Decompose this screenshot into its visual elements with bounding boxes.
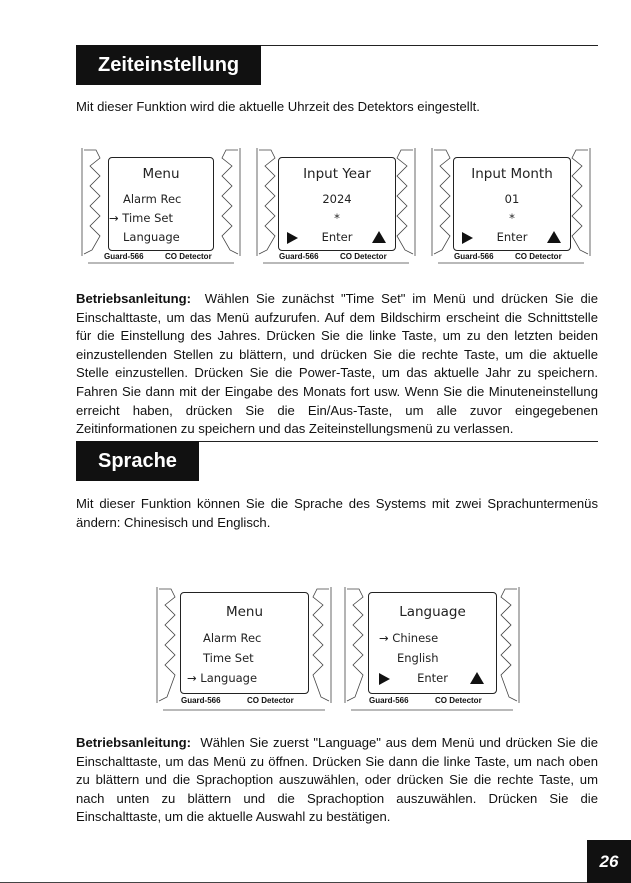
type-label: CO Detector (515, 252, 562, 261)
menu-item: Language (123, 230, 180, 244)
type-label: CO Detector (435, 696, 482, 705)
intro-text: Mit dieser Funktion können Sie die Sprache des Systems mit zwei Sprachuntermenüs ändern: Chinesisch und Englisch. (76, 496, 598, 530)
section-title: Sprache (76, 441, 199, 481)
cursor-mark: * (509, 211, 515, 225)
device-illustration (343, 585, 521, 711)
model-label: Guard-566 (454, 252, 494, 261)
lcd-screen (453, 157, 571, 251)
lcd-screen (180, 592, 309, 694)
up-arrow-icon (547, 231, 561, 243)
right-arrow-icon (462, 232, 473, 244)
section-title: Zeiteinstellung (76, 45, 261, 85)
type-label: CO Detector (340, 252, 387, 261)
screen-title: Menu (142, 166, 180, 182)
instructions-label: Betriebsanleitung: (76, 291, 191, 306)
instructions-text: Wählen Sie zuerst "Language" aus dem Menü und drücken Sie die Einschalttaste, um das Menü zu öffnen. Drücken Sie dann die linke Taste, um nach oben zu blättern und die Sprachoption auszuwählen, oder drücken Sie die rechte Taste, um nach unten zu blättern und die Sprachoption auszuwählen. Drücken Sie die Einschalttaste, um die aktuelle Auswahl zu bestätigen. (76, 735, 598, 825)
model-label: Guard-566 (369, 696, 409, 705)
model-label: Guard-566 (104, 252, 144, 261)
menu-item-selected: → Time Set (109, 211, 173, 225)
model-label: Guard-566 (279, 252, 319, 261)
model-label: Guard-566 (181, 696, 221, 705)
device-illustration (155, 585, 333, 711)
type-label: CO Detector (247, 696, 294, 705)
lcd-screen (278, 157, 396, 251)
device-illustration (80, 146, 242, 264)
lcd-screen (108, 157, 214, 251)
instructions-text: Wählen Sie zunächst "Time Set" im Menü und drücken Sie die Einschalttaste, um das Menü aufzurufen. Auf dem Bildschirm erscheint die Schnittstelle für die Einstellung des Jahres. Drücken Sie die linke Taste, um zu den letzten beiden einzustellenden Stellen zu blättern, und drücken Sie die rechte Taste, um die aktuelle Stelle einzustellen. Drücken Sie die Power-Taste, um das aktuelle Jahr zu speichern. Fahren Sie dann mit der Eingabe des Monats fort usw. Wenn Sie die Minuteneinstellung erreicht haben, drücken Sie die Ein/Aus-Taste, um alle zuvor eingegebenen Zeitinformationen zu speichern und das Zeiteinstellungsmenü zu verlassen. (76, 291, 599, 437)
screen-title: Language (399, 604, 466, 620)
menu-item: Alarm Rec (203, 631, 262, 645)
screen-title: Menu (225, 604, 264, 620)
section-header-zeiteinstellung (76, 45, 598, 85)
month-value: 01 (504, 192, 520, 206)
device-illustration (430, 146, 592, 264)
right-arrow-icon (379, 673, 390, 685)
menu-item: Alarm Rec (123, 192, 182, 206)
right-arrow-icon (287, 232, 298, 244)
menu-item-selected: → Language (187, 671, 258, 685)
section-intro (76, 495, 598, 532)
screen-title: Input Month (471, 166, 553, 182)
lcd-screen (368, 592, 497, 694)
cursor-mark: * (334, 211, 340, 225)
type-label: CO Detector (165, 252, 212, 261)
instructions (76, 734, 598, 827)
language-option: English (397, 651, 439, 665)
year-value: 2024 (322, 192, 352, 206)
menu-item: Time Set (203, 651, 254, 665)
language-option-selected: → Chinese (379, 631, 439, 645)
device-illustration (255, 146, 417, 264)
enter-label: Enter (417, 671, 448, 685)
up-arrow-icon (372, 231, 386, 243)
screen-title: Input Year (303, 166, 371, 182)
instructions (76, 290, 598, 439)
up-arrow-icon (470, 672, 484, 684)
section-header-sprache (76, 441, 598, 481)
enter-label: Enter (321, 230, 353, 244)
enter-label: Enter (496, 230, 528, 244)
section-intro (76, 98, 598, 117)
page-number: 26 (587, 840, 631, 883)
instructions-label: Betriebsanleitung: (76, 735, 191, 750)
intro-text: Mit dieser Funktion wird die aktuelle Uhrzeit des Detektors eingestellt. (76, 99, 480, 114)
